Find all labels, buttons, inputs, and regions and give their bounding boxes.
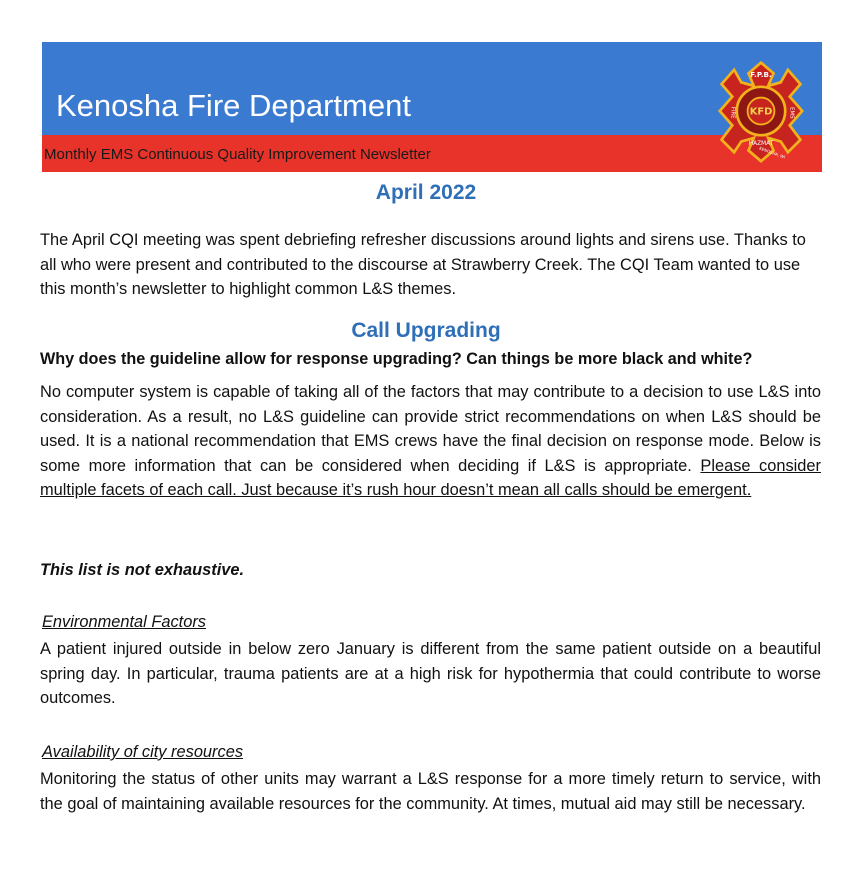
environmental-factors-heading: Environmental Factors — [42, 613, 206, 631]
call-upgrading-text: No computer system is capable of taking all of the factors that may contribute to a decision to use L&S into consideration. As a result, no L&S guideline can provide strict recommendations on when L&S should be used. It is a national recommendation that EMS crews have the final decision on response mode. Below is some more information that can be considered when deciding if L&S is appropriate. — [40, 383, 821, 475]
fire-department-logo — [716, 59, 806, 163]
svg-text:HAZMAT: HAZMAT — [748, 141, 774, 148]
city-resources-text: Monitoring the status of other units may warrant a L&S response for a more timely return to service, with the goal of maintaining available resources for the community. At times, mutual aid may still be necessary. — [40, 770, 821, 813]
issue-month-title: April 2022 — [375, 181, 477, 204]
svg-text:FIRE: FIRE — [729, 106, 736, 119]
newsletter-banner — [42, 42, 822, 172]
call-upgrading-paragraph — [40, 380, 821, 503]
svg-text:EMS: EMS — [788, 107, 795, 119]
svg-text:F.P.B.: F.P.B. — [750, 69, 772, 79]
guideline-question: Why does the guideline allow for response upgrading? Can things be more black and white? — [40, 350, 753, 368]
department-title: Kenosha Fire Department — [56, 88, 411, 123]
environmental-factors-text: A patient injured outside in below zero January is different from the same patient outside on a beautiful spring day. In particular, trauma patients are at a high risk for hypothermia that could contribute to worse outcomes. — [40, 640, 821, 708]
svg-text:KFD: KFD — [749, 106, 773, 118]
intro-paragraph: The April CQI meeting was spent debriefing refresher discussions around lights and sirens use. Thanks to all who were present and contributed to the discourse at Strawberry Creek. The CQI Team wanted to use this month’s newsletter to highlight common L&S themes. — [40, 231, 806, 299]
newsletter-subtitle: Monthly EMS Continuous Quality Improvement Newsletter — [44, 146, 431, 163]
svg-text:KENOSHA, WI: KENOSHA, WI — [758, 145, 786, 160]
section-title-call-upgrading: Call Upgrading — [351, 319, 501, 342]
list-disclaimer: This list is not exhaustive. — [40, 561, 245, 579]
city-resources-heading: Availability of city resources — [42, 743, 244, 761]
call-upgrading-emphasis: Please consider multiple facets of each call. Just because it’s rush hour doesn’t mean all calls should be emergent. — [40, 456, 821, 500]
